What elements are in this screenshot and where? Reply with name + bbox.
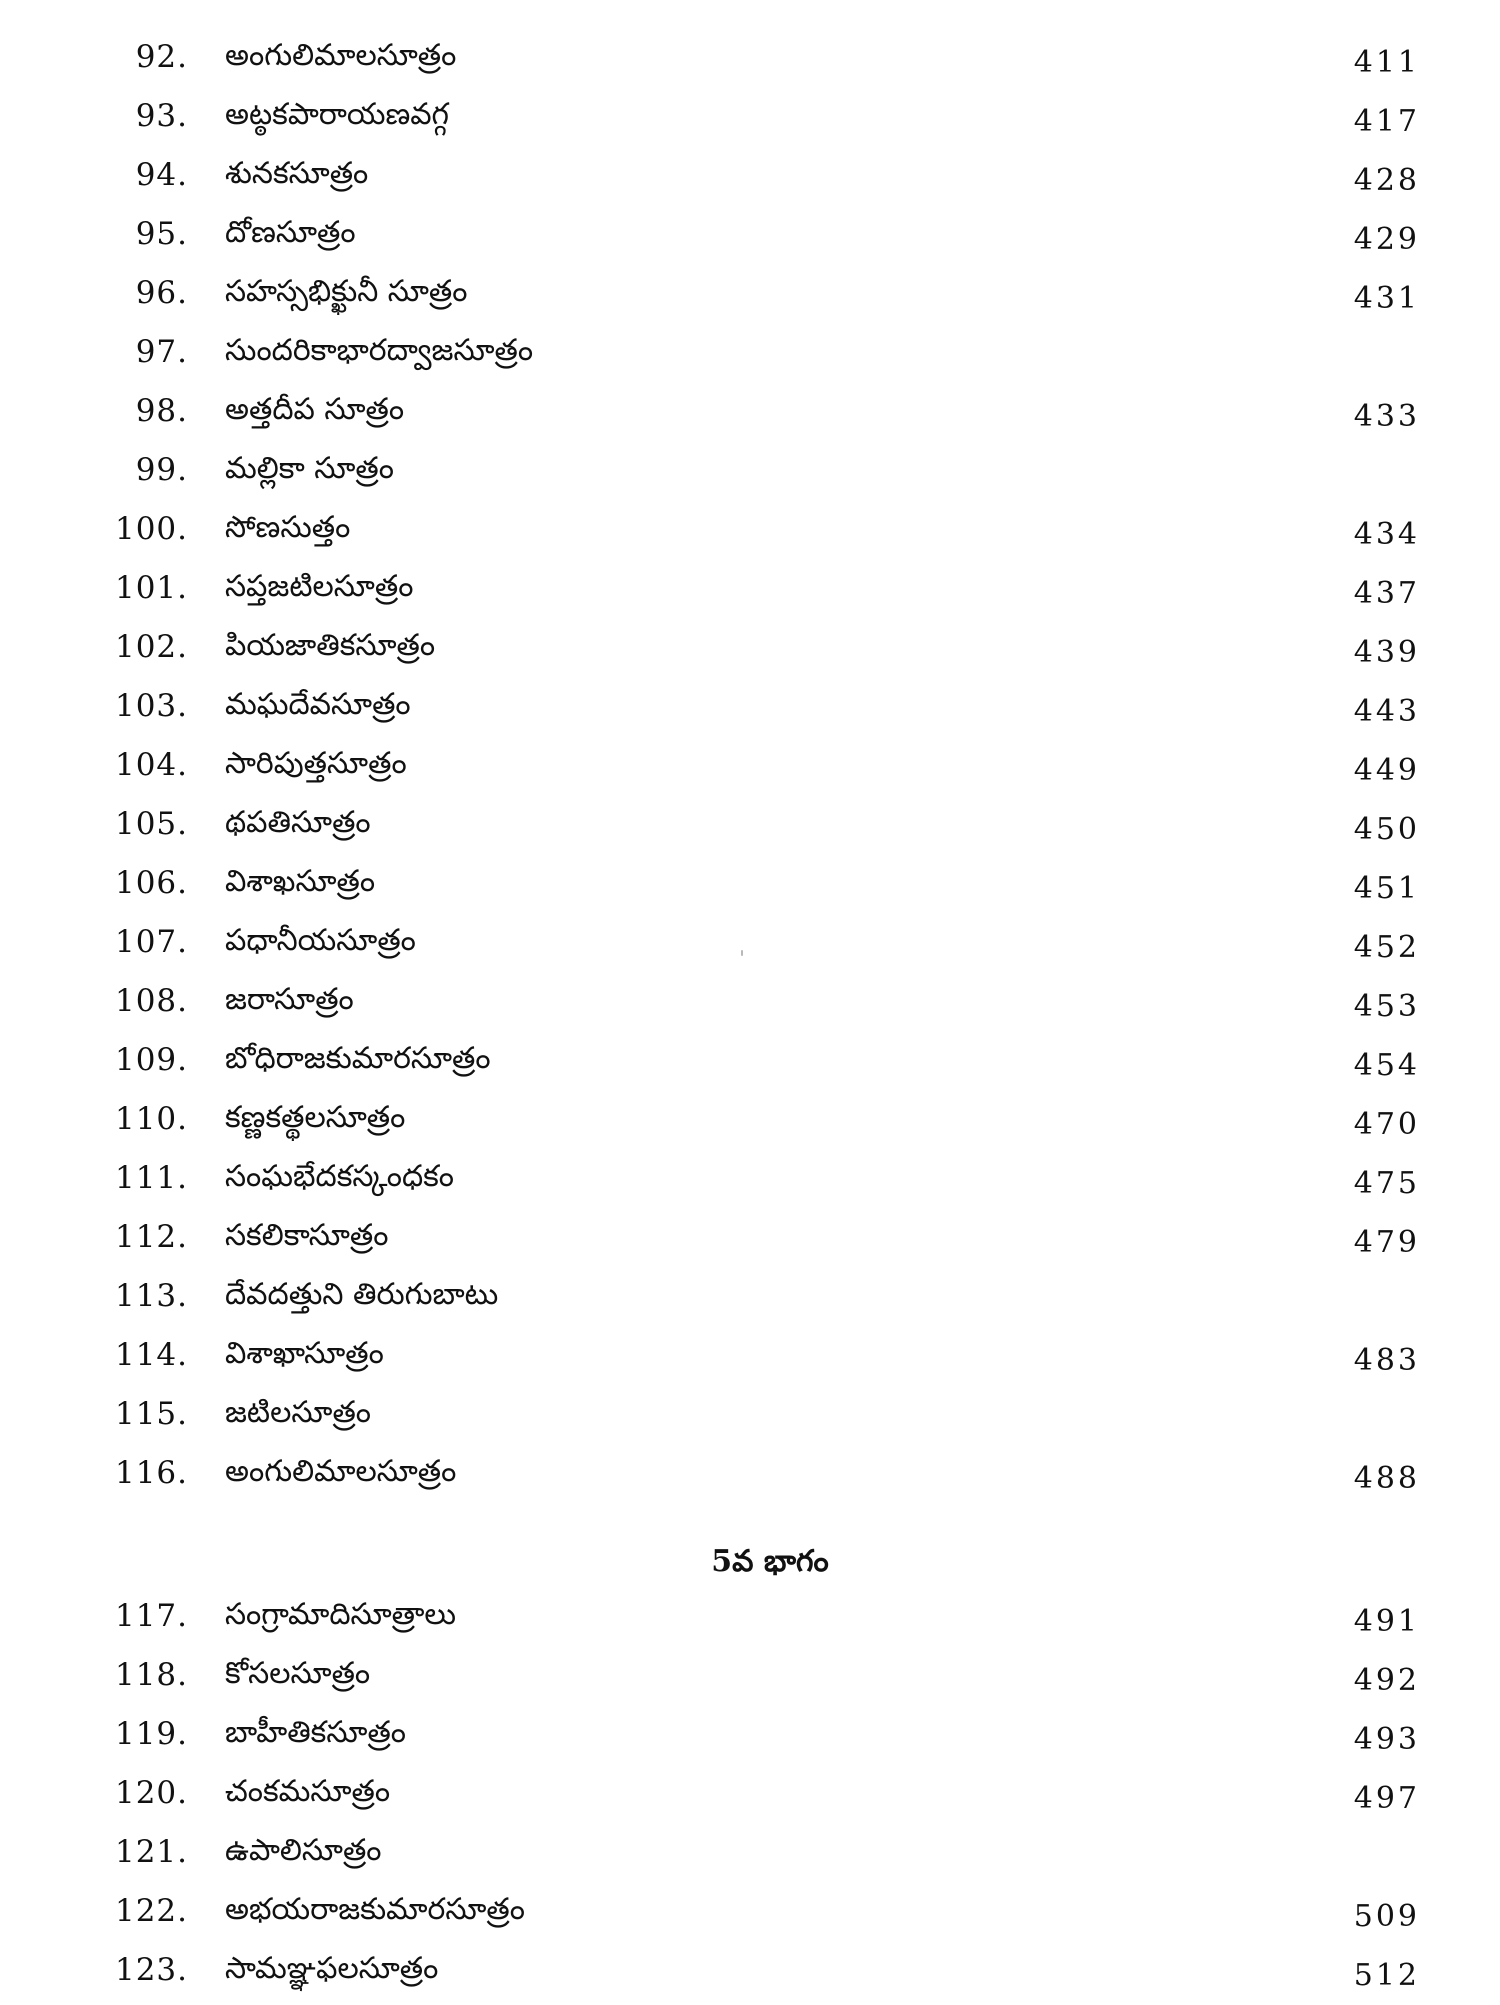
toc-entry-number: 100. bbox=[114, 511, 188, 547]
toc-entry-number: 104. bbox=[114, 747, 188, 783]
toc-entry bbox=[0, 92, 1500, 151]
toc-entry-page-number: 470 bbox=[1353, 1107, 1420, 1142]
toc-entry-title: అత్తదీప సూత్రం bbox=[225, 392, 405, 427]
toc-entry-page-number: 492 bbox=[1353, 1663, 1420, 1698]
toc-entry-title: మఘదేవసూత్రం bbox=[225, 687, 411, 722]
toc-entry-page-number: 431 bbox=[1353, 281, 1420, 316]
toc-entry-page-number: 497 bbox=[1353, 1781, 1420, 1816]
toc-entry-title: అట్ఠకపారాయణవగ్గ bbox=[225, 97, 450, 132]
toc-entry bbox=[0, 682, 1500, 741]
toc-entry-number: 97. bbox=[135, 334, 188, 370]
toc-entry-page-number: 483 bbox=[1353, 1343, 1420, 1378]
toc-entry-number: 106. bbox=[114, 865, 188, 901]
scan-speck bbox=[741, 950, 743, 956]
toc-entry bbox=[0, 328, 1500, 387]
toc-section-part5 bbox=[0, 1592, 1500, 2005]
toc-entry-number: 103. bbox=[114, 688, 188, 724]
toc-entry-title: సారిపుత్తసూత్రం bbox=[225, 746, 407, 781]
toc-entry-title: మల్లికా సూత్రం bbox=[225, 451, 394, 486]
toc-entry-title: అభయరాజకుమారసూత్రం bbox=[225, 1892, 525, 1927]
toc-entry-number: 115. bbox=[114, 1396, 188, 1432]
toc-entry-title: జటిలసూత్రం bbox=[225, 1395, 372, 1430]
part5-heading: 5వ భాగం bbox=[711, 1544, 829, 1579]
toc-entry-title: సంగ్రామాదిసూత్రాలు bbox=[225, 1597, 457, 1632]
toc-entry-page-number: 475 bbox=[1353, 1166, 1420, 1201]
toc-entry-number: 95. bbox=[135, 216, 188, 252]
toc-entry-number: 120. bbox=[114, 1775, 188, 1811]
toc-entry-number: 102. bbox=[114, 629, 188, 665]
toc-entry-page-number: 429 bbox=[1353, 222, 1420, 257]
toc-entry-number: 109. bbox=[114, 1042, 188, 1078]
toc-entry-number: 93. bbox=[135, 98, 188, 134]
toc-entry-number: 117. bbox=[114, 1598, 188, 1634]
toc-entry-title: పధానీయసూత్రం bbox=[225, 923, 416, 958]
toc-entry-number: 108. bbox=[114, 983, 188, 1019]
toc-entry-number: 101. bbox=[114, 570, 188, 606]
toc-entry-number: 118. bbox=[114, 1657, 188, 1693]
toc-section-part4 bbox=[0, 33, 1500, 1508]
toc-entry bbox=[0, 564, 1500, 623]
toc-entry bbox=[0, 1651, 1500, 1710]
toc-entry-title: చంకమసూత్రం bbox=[225, 1774, 391, 1809]
toc-entry-page-number: 434 bbox=[1353, 517, 1420, 552]
toc-entry-title: సప్తజటిలసూత్రం bbox=[225, 569, 414, 604]
toc-entry-title: సంఘభేదకస్కంధకం bbox=[225, 1159, 454, 1194]
toc-entry bbox=[0, 1769, 1500, 1828]
toc-entry-page-number: 437 bbox=[1353, 576, 1420, 611]
toc-entry-page-number: 512 bbox=[1353, 1958, 1420, 1993]
toc-entry bbox=[0, 1036, 1500, 1095]
toc-entry-page-number: 488 bbox=[1353, 1461, 1420, 1496]
toc-entry-number: 113. bbox=[114, 1278, 188, 1314]
toc-entry-title: దేవదత్తుని తిరుగుబాటు bbox=[225, 1277, 499, 1312]
toc-entry-number: 92. bbox=[135, 39, 188, 75]
toc-entry bbox=[0, 1592, 1500, 1651]
toc-entry-page-number: 479 bbox=[1353, 1225, 1420, 1260]
toc-entry bbox=[0, 1887, 1500, 1946]
toc-entry-number: 114. bbox=[114, 1337, 188, 1373]
toc-entry-number: 119. bbox=[114, 1716, 188, 1752]
toc-entry bbox=[0, 210, 1500, 269]
toc-entry bbox=[0, 918, 1500, 977]
toc-entry-title: దోణసూత్రం bbox=[225, 215, 356, 250]
toc-entry-title: సహస్సభిక్ఖునీ సూత్రం bbox=[225, 274, 468, 309]
toc-entry-page-number: 428 bbox=[1353, 163, 1420, 198]
toc-entry bbox=[0, 387, 1500, 446]
toc-entry bbox=[0, 977, 1500, 1036]
toc-entry-number: 98. bbox=[135, 393, 188, 429]
toc-entry-title: విశాఖాసూత్రం bbox=[225, 1336, 384, 1371]
toc-entry bbox=[0, 1331, 1500, 1390]
toc-entry bbox=[0, 800, 1500, 859]
toc-entry bbox=[0, 151, 1500, 210]
toc-entry bbox=[0, 1710, 1500, 1769]
toc-entry-page-number: 509 bbox=[1353, 1899, 1420, 1934]
toc-entry-title: కణ్ణకత్థలసూత్రం bbox=[225, 1100, 406, 1135]
toc-entry-page-number: 491 bbox=[1353, 1604, 1420, 1639]
toc-entry-page-number: 451 bbox=[1353, 871, 1420, 906]
toc-entry-number: 107. bbox=[114, 924, 188, 960]
toc-entry-title: ఉపాలిసూత్రం bbox=[225, 1833, 382, 1868]
toc-entry-title: శునకసూత్రం bbox=[225, 156, 369, 191]
toc-entry-number: 105. bbox=[114, 806, 188, 842]
toc-entry bbox=[0, 1828, 1500, 1887]
toc-entry-title: బోధిరాజకుమారసూత్రం bbox=[225, 1041, 491, 1076]
toc-entry-number: 99. bbox=[135, 452, 188, 488]
toc-entry-number: 94. bbox=[135, 157, 188, 193]
toc-entry bbox=[0, 446, 1500, 505]
toc-entry-number: 121. bbox=[114, 1834, 188, 1870]
toc-entry-number: 123. bbox=[114, 1952, 188, 1988]
toc-entry bbox=[0, 859, 1500, 918]
toc-entry-title: విశాఖసూత్రం bbox=[225, 864, 376, 899]
toc-entry-page-number: 450 bbox=[1353, 812, 1420, 847]
toc-entry-title: కోసలసూత్రం bbox=[225, 1656, 371, 1691]
toc-entry-title: జరాసూత్రం bbox=[225, 982, 354, 1017]
toc-entry bbox=[0, 1213, 1500, 1272]
toc-entry bbox=[0, 1946, 1500, 2005]
toc-entry-page-number: 439 bbox=[1353, 635, 1420, 670]
toc-entry-title: థపతిసూత్రం bbox=[225, 805, 371, 840]
toc-entry-title: అంగులిమాలసూత్రం bbox=[225, 1454, 457, 1489]
toc-entry-page-number: 452 bbox=[1353, 930, 1420, 965]
toc-entry-number: 112. bbox=[114, 1219, 188, 1255]
toc-entry bbox=[0, 1449, 1500, 1508]
toc-entry-title: సోణసుత్తం bbox=[225, 510, 351, 545]
toc-entry bbox=[0, 33, 1500, 92]
toc-entry-page-number: 417 bbox=[1353, 104, 1420, 139]
toc-entry bbox=[0, 741, 1500, 800]
toc-entry bbox=[0, 623, 1500, 682]
toc-entry-number: 110. bbox=[114, 1101, 188, 1137]
toc-entry-title: బాహీతికసూత్రం bbox=[225, 1715, 406, 1750]
toc-entry-title: సుందరికాభారద్వాజసూత్రం bbox=[225, 333, 534, 368]
toc-entry-number: 122. bbox=[114, 1893, 188, 1929]
toc-entry-page-number: 453 bbox=[1353, 989, 1420, 1024]
toc-entry bbox=[0, 269, 1500, 328]
toc-entry-title: సకలికాసూత్రం bbox=[225, 1218, 389, 1253]
toc-entry-number: 96. bbox=[135, 275, 188, 311]
toc-entry-page-number: 454 bbox=[1353, 1048, 1420, 1083]
toc-entry-page-number: 449 bbox=[1353, 753, 1420, 788]
toc-entry-number: 111. bbox=[114, 1160, 188, 1196]
toc-entry bbox=[0, 1095, 1500, 1154]
toc-entry bbox=[0, 1390, 1500, 1449]
toc-entry bbox=[0, 1272, 1500, 1331]
toc-entry-page-number: 443 bbox=[1353, 694, 1420, 729]
toc-entry-title: అంగులిమాలసూత్రం bbox=[225, 38, 457, 73]
toc-entry-title: సామఞ్ఞఫలసూత్రం bbox=[225, 1951, 439, 1986]
toc-entry-title: పియజాతికసూత్రం bbox=[225, 628, 436, 663]
toc-entry-page-number: 411 bbox=[1353, 45, 1420, 80]
toc-entry bbox=[0, 505, 1500, 564]
toc-entry bbox=[0, 1154, 1500, 1213]
toc-entry-page-number: 493 bbox=[1353, 1722, 1420, 1757]
toc-entry-page-number: 433 bbox=[1353, 399, 1420, 434]
toc-entry-number: 116. bbox=[114, 1455, 188, 1491]
